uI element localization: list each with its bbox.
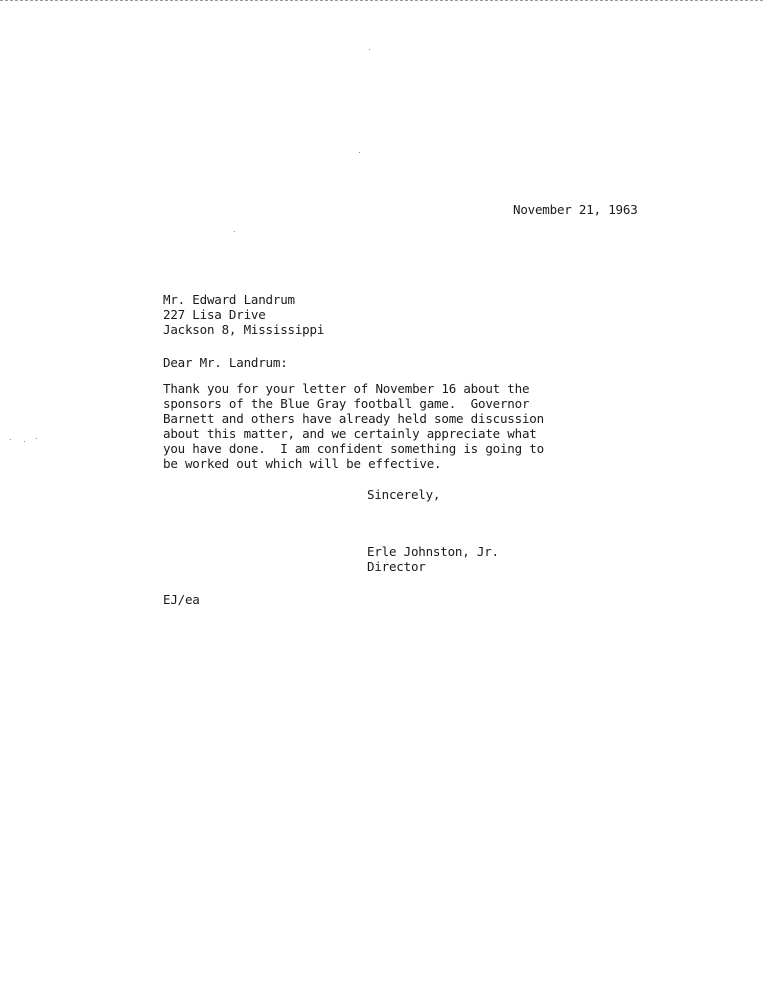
paper-speck [359,152,360,153]
body-line: you have done. I am confident something is going to [163,441,544,456]
paper-speck [10,439,11,440]
closing: Sincerely, [367,487,441,502]
paper-speck [24,441,25,442]
recipient-name: Mr. Edward Landrum [163,292,295,307]
body-line: Barnett and others have already held some discussion [163,411,544,426]
body-line: Thank you for your letter of November 16 about the [163,381,530,396]
page-top-edge [0,0,763,1]
letter-date: November 21, 1963 [513,202,638,217]
signer-title: Director [367,559,426,574]
recipient-street: 227 Lisa Drive [163,307,266,322]
salutation: Dear Mr. Landrum: [163,355,288,370]
body-line: about this matter, and we certainly appreciate what [163,426,537,441]
recipient-city: Jackson 8, Mississippi [163,322,325,337]
paper-speck [369,49,370,50]
body-line: sponsors of the Blue Gray football game. Governor [163,396,530,411]
signer-name: Erle Johnston, Jr. [367,544,499,559]
paper-speck [234,231,235,232]
body-line: be worked out which will be effective. [163,456,442,471]
reference-initials: EJ/ea [163,592,200,607]
paper-speck [36,438,37,439]
